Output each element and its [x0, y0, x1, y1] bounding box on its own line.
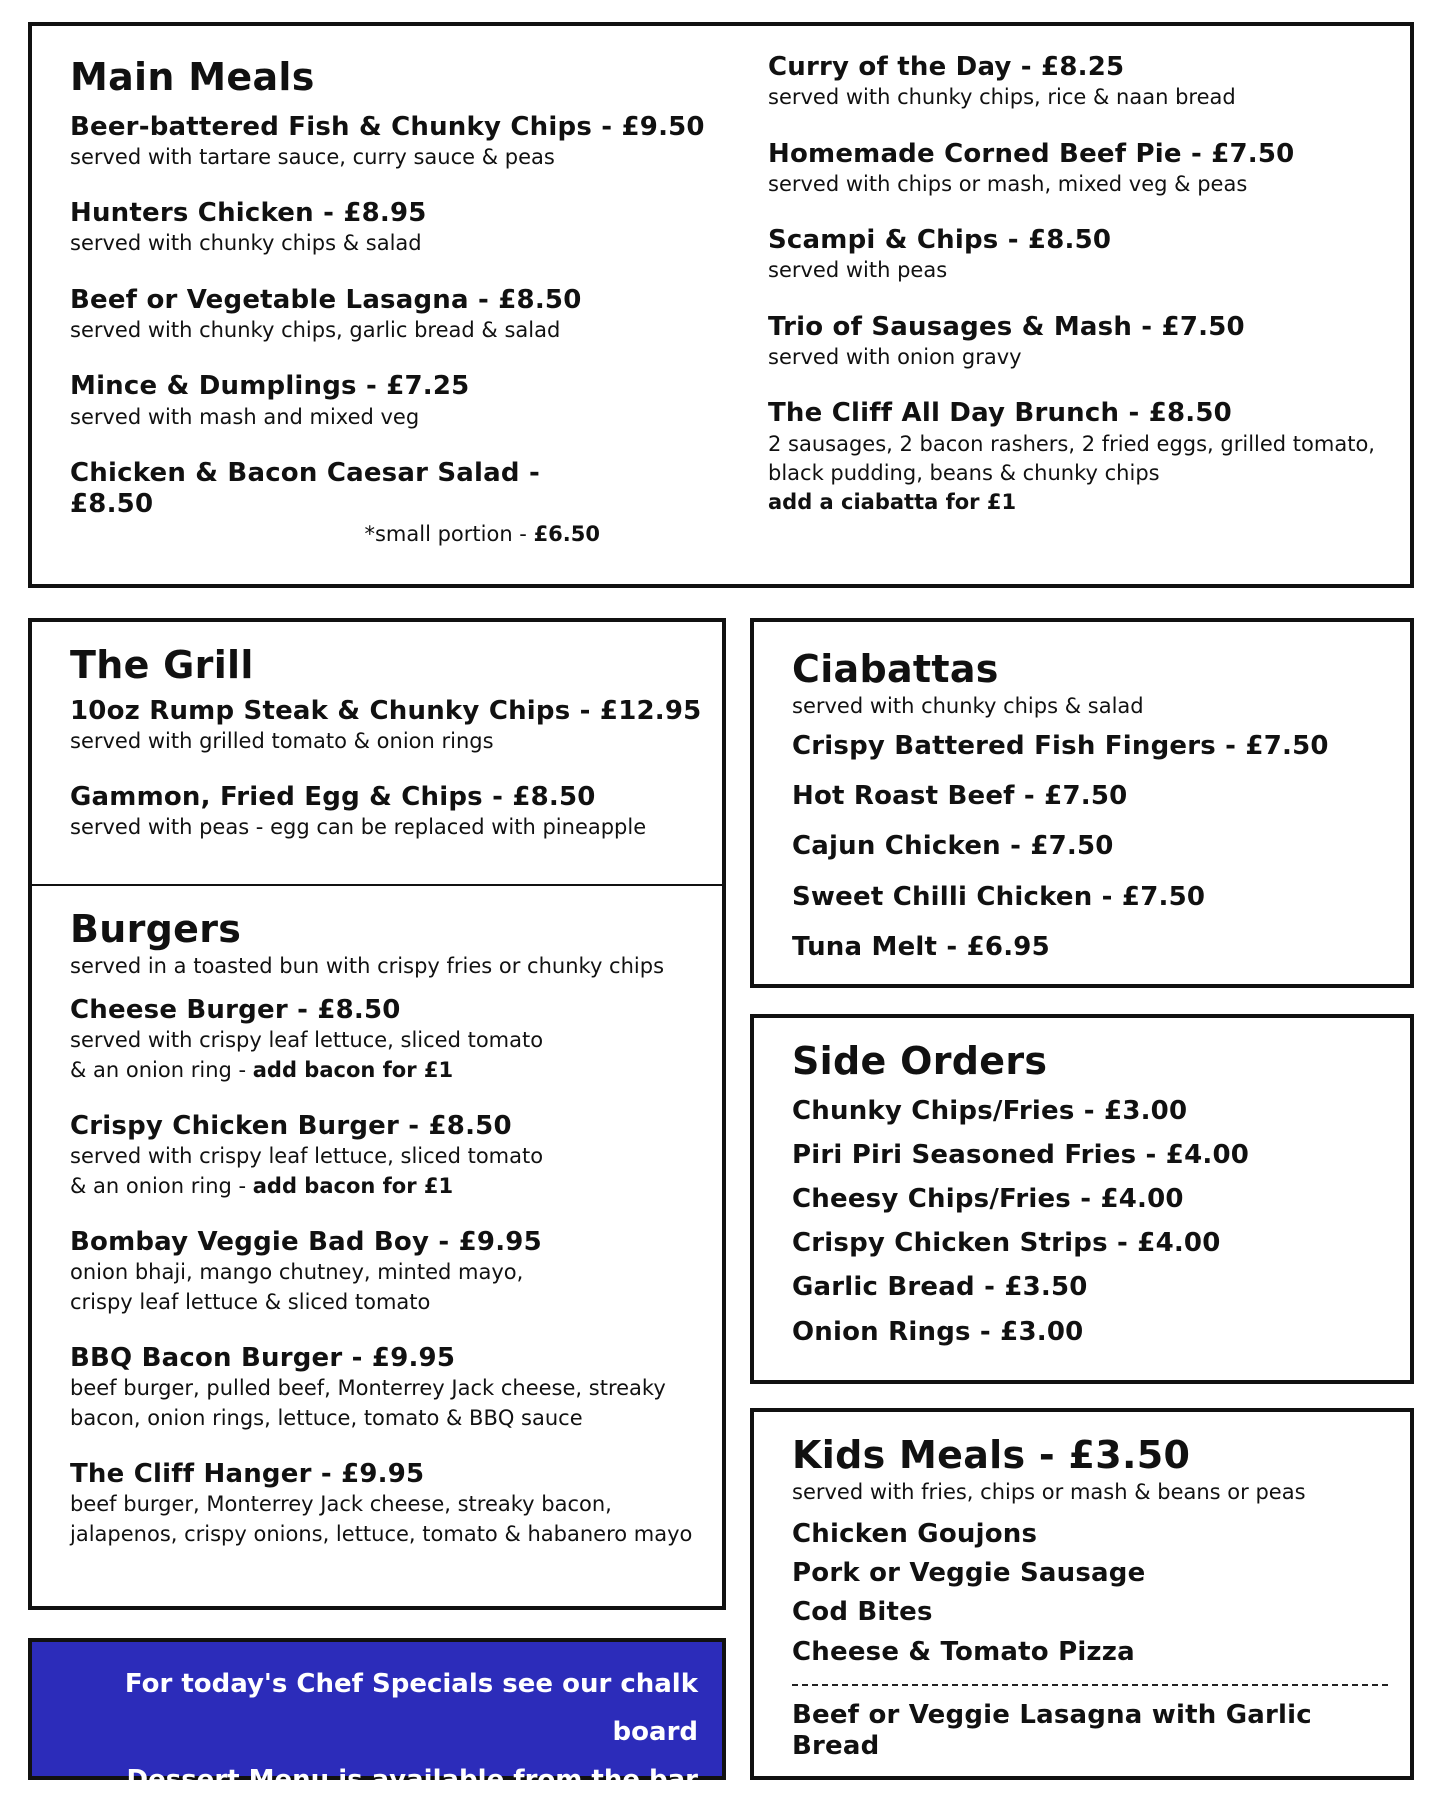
menu-item-desc: bacon, onion rings, lettuce, tomato & BBQ sauce	[70, 1405, 583, 1430]
menu-item-desc: served with tartare sauce, curry sauce & peas	[70, 144, 555, 169]
menu-item	[70, 1111, 720, 1201]
menu-item-extra	[768, 488, 1398, 517]
burgers-title: Burgers	[70, 907, 242, 951]
specials-notice	[28, 1638, 726, 1795]
ciabatta-item: Cajun Chicken - £7.50	[792, 831, 1114, 862]
menu-item-desc: onion bhaji, mango chutney, minted mayo,	[70, 1260, 524, 1285]
menu-item-name: Gammon, Fried Egg & Chips - £8.50	[70, 782, 596, 813]
side-order-item: Crispy Chicken Strips - £4.00	[792, 1228, 1221, 1259]
menu-item-desc	[70, 1172, 720, 1201]
menu-item	[70, 112, 710, 173]
ciabatta-addon: add a ciabatta for £1	[768, 490, 1017, 515]
menu-item-name: Beer-battered Fish & Chunky Chips - £9.50	[70, 111, 705, 142]
menu-item-desc	[70, 1056, 720, 1085]
menu-item	[70, 1227, 720, 1317]
ciabattas-column	[792, 648, 1392, 982]
side-order-item: Garlic Bread - £3.50	[792, 1272, 1088, 1303]
menu-item	[768, 52, 1398, 113]
menu-item-desc: served with chunky chips, garlic bread & salad	[70, 318, 561, 343]
menu-item	[768, 312, 1398, 373]
menu-item-name: Mince & Dumplings - £7.25	[70, 371, 470, 402]
ciabatta-item: Tuna Melt - £6.95	[792, 931, 1050, 962]
kids-meals-title: Kids Meals - £3.50	[792, 1433, 1191, 1477]
kids-meal-item: Cod Bites	[792, 1597, 933, 1628]
menu-item-name: Trio of Sausages & Mash - £7.50	[768, 311, 1245, 342]
menu-item-name: Bombay Veggie Bad Boy - £9.95	[70, 1227, 542, 1258]
menu-item-desc: served with chunky chips, rice & naan bread	[768, 85, 1236, 110]
menu-item	[768, 225, 1398, 286]
menu-item-desc: served with crispy leaf lettuce, sliced tomato	[70, 1028, 544, 1053]
ciabatta-item: Crispy Battered Fish Fingers - £7.50	[792, 731, 1329, 762]
menu-item	[70, 995, 720, 1085]
kids-meal-item: Pork or Veggie Sausage	[792, 1558, 1146, 1589]
kids-meals-column	[792, 1434, 1388, 1762]
menu-item-name: Cheese Burger - £8.50	[70, 995, 401, 1026]
kids-meal-item: Chicken Goujons	[792, 1519, 1038, 1550]
main-meals-left-column	[70, 56, 710, 576]
kids-meals-panel	[750, 1408, 1414, 1780]
main-meals-right-column	[768, 52, 1398, 544]
side-orders-title: Side Orders	[792, 1039, 1048, 1083]
menu-item-desc: served with peas - egg can be replaced with pineapple	[70, 815, 647, 840]
menu-item-desc: served with grilled tomato & onion rings	[70, 728, 494, 753]
small-portion-price: £6.50	[533, 522, 600, 547]
side-orders-list	[792, 1096, 1392, 1348]
menu-item-desc: served with mash and mixed veg	[70, 404, 420, 429]
side-order-item: Chunky Chips/Fries - £3.00	[792, 1095, 1188, 1126]
menu-item-name: 10oz Rump Steak & Chunky Chips - £12.95	[70, 695, 702, 726]
menu-item-desc: served with chips or mash, mixed veg & peas	[768, 171, 1248, 196]
ciabattas-list	[792, 731, 1392, 963]
kids-meals-subtitle: served with fries, chips or mash & beans or peas	[792, 1479, 1306, 1504]
dashed-divider	[792, 1684, 1388, 1686]
side-orders-panel	[750, 1014, 1414, 1384]
menu-item	[70, 458, 600, 550]
menu-item	[70, 198, 710, 259]
menu-item	[70, 1459, 720, 1549]
menu-item-desc: served with crispy leaf lettuce, sliced tomato	[70, 1144, 544, 1169]
menu-item	[768, 398, 1398, 517]
main-meals-panel	[28, 22, 1414, 588]
burgers-column	[70, 908, 720, 1575]
side-orders-column	[792, 1040, 1392, 1361]
menu-item	[70, 285, 710, 346]
menu-item-desc: served with chunky chips & salad	[70, 231, 422, 256]
ciabattas-panel	[750, 618, 1414, 988]
ciabattas-title: Ciabattas	[792, 647, 999, 691]
grill-title: The Grill	[70, 643, 254, 687]
burgers-subtitle: served in a toasted bun with crispy fries or chunky chips	[70, 953, 665, 978]
main-meals-title: Main Meals	[70, 55, 315, 99]
menu-item-desc	[70, 520, 600, 549]
menu-item-name: Curry of the Day - £8.25	[768, 52, 1125, 82]
menu-item-desc: jalapenos, crispy onions, lettuce, tomato & habanero mayo	[70, 1521, 693, 1546]
menu-item-name: Scampi & Chips - £8.50	[768, 225, 1112, 256]
ciabatta-item: Sweet Chilli Chicken - £7.50	[792, 881, 1206, 912]
bacon-addon: add bacon for £1	[252, 1173, 454, 1198]
ciabattas-subtitle: served with chunky chips & salad	[792, 693, 1144, 718]
side-order-item: Cheesy Chips/Fries - £4.00	[792, 1184, 1184, 1215]
menu-item-name: Chicken & Bacon Caesar Salad - £8.50	[70, 458, 540, 520]
kids-meals-list	[792, 1519, 1388, 1668]
menu-item	[70, 782, 710, 843]
menu-item	[70, 1343, 720, 1433]
side-order-item: Piri Piri Seasoned Fries - £4.00	[792, 1139, 1250, 1170]
menu-item	[70, 696, 710, 757]
menu-item-desc: crispy leaf lettuce & sliced tomato	[70, 1289, 431, 1314]
onion-ring-label: & an onion ring -	[70, 1057, 253, 1082]
menu-item-name: Homemade Corned Beef Pie - £7.50	[768, 138, 1295, 169]
ciabatta-item: Hot Roast Beef - £7.50	[792, 781, 1128, 812]
menu-item-name: BBQ Bacon Burger - £9.95	[70, 1342, 456, 1373]
menu-item-desc: served with peas	[768, 258, 948, 283]
onion-ring-label: & an onion ring -	[70, 1173, 253, 1198]
dessert-menu-line: Dessert Menu is available from the bar	[126, 1765, 698, 1795]
grill-panel	[28, 618, 726, 886]
grill-column	[70, 644, 710, 869]
kids-meal-item: Cheese & Tomato Pizza	[792, 1636, 1135, 1667]
menu-item-desc: 2 sausages, 2 bacon rashers, 2 fried eggs, grilled tomato, black pudding, beans & chunky chips	[768, 431, 1375, 485]
menu-item-desc: served with onion gravy	[768, 344, 1022, 369]
menu-item	[768, 139, 1398, 200]
menu-item	[70, 371, 710, 432]
menu-item-name: The Cliff All Day Brunch - £8.50	[768, 398, 1232, 429]
bacon-addon: add bacon for £1	[252, 1057, 454, 1082]
kids-meal-lasagna: Beef or Veggie Lasagna with Garlic Bread	[792, 1699, 1312, 1762]
menu-item-name: Hunters Chicken - £8.95	[70, 198, 427, 229]
menu-item-name: Beef or Vegetable Lasagna - £8.50	[70, 284, 582, 315]
burgers-panel	[28, 884, 726, 1610]
chef-specials-line: For today's Chef Specials see our chalk board	[124, 1669, 698, 1747]
menu-item-desc: beef burger, Monterrey Jack cheese, streaky bacon,	[70, 1492, 612, 1517]
menu-item-desc: beef burger, pulled beef, Monterrey Jack cheese, streaky	[70, 1376, 666, 1401]
side-order-item: Onion Rings - £3.00	[792, 1316, 1084, 1347]
menu-item-name: Crispy Chicken Burger - £8.50	[70, 1111, 512, 1142]
menu-item-name: The Cliff Hanger - £9.95	[70, 1458, 425, 1489]
small-portion-label: *small portion -	[364, 522, 534, 547]
